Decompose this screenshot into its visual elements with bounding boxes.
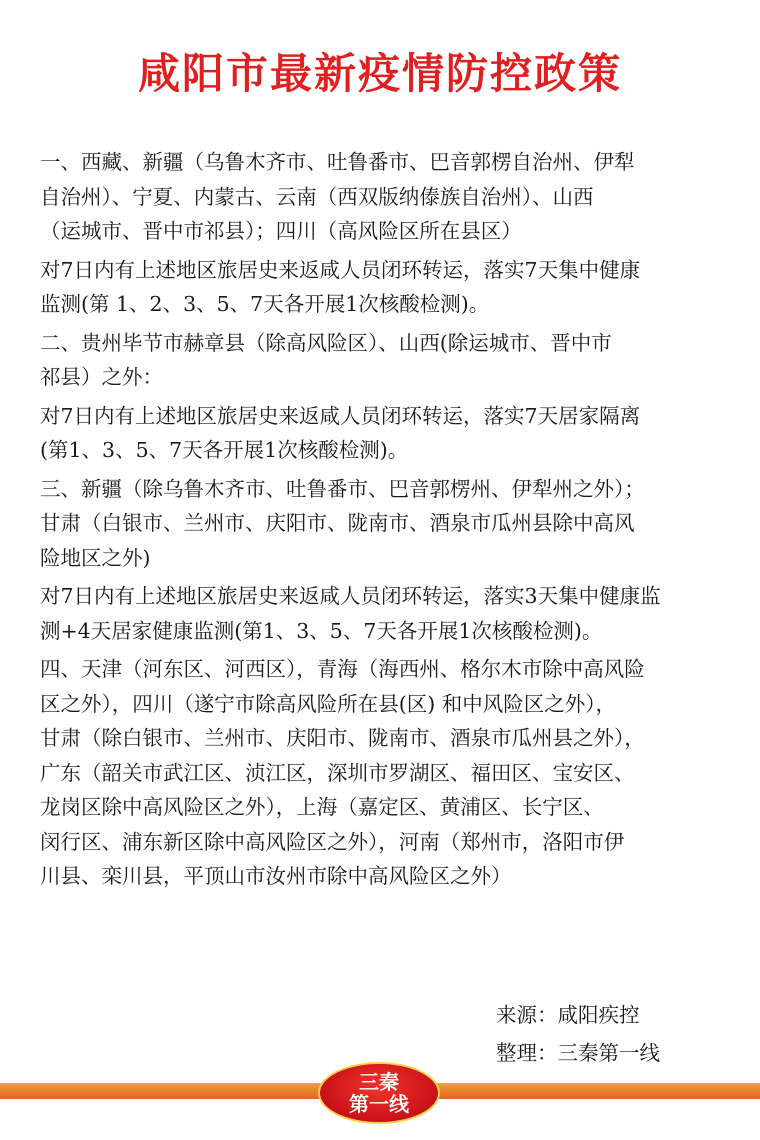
text-line: 广东（韶关市武江区、浈江区，深圳市罗湖区、福田区、宝安区、 xyxy=(40,760,635,785)
text-line: 甘肃（白银市、兰州市、庆阳市、陇南市、酒泉市瓜州县除中高风 xyxy=(40,511,635,535)
brand-badge-logo xyxy=(318,1062,440,1124)
text-line: 闵行区、浦东新区除中高风险区之外），河南（郑州市，洛阳市伊 xyxy=(40,829,625,854)
text-line: 三、新疆（除乌鲁木齐市、吐鲁番市、巴音郭楞州、伊犁州之外）； xyxy=(40,476,645,501)
policy-body xyxy=(40,145,730,894)
editor-credit: 整理：三秦第一线 xyxy=(496,1041,660,1065)
text-line: 甘肃（除白银市、兰州市、庆阳市、陇南市、酒泉市瓜州县之外）， xyxy=(40,726,645,750)
text-line: 险地区之外) xyxy=(40,545,151,570)
text-line: 对7日内有上述地区旅居史来返咸人员闭环转运，落实3天集中健康监 xyxy=(40,584,661,608)
paragraph xyxy=(40,652,730,894)
text-line: 龙岗区除中高风险区之外），上海（嘉定区、黄浦区、长宁区、 xyxy=(40,795,604,819)
text-line: 川县、栾川县，平顶山市汝州市除中高风险区之外） xyxy=(40,864,512,888)
text-line: （运城市、晋中市祁县）；四川（高风险区所在县区） xyxy=(40,219,522,243)
text-line: 对7日内有上述地区旅居史来返咸人员闭环转运，落实7天居家隔离 xyxy=(40,403,641,428)
paragraph xyxy=(40,326,730,395)
source-credit: 来源：咸阳疾控 xyxy=(496,1003,640,1027)
badge-line-2: 第一线 xyxy=(349,1092,409,1116)
text-line: 一、西藏、新疆（乌鲁木齐市、吐鲁番市、巴音郭楞自治州、伊犁 xyxy=(40,150,635,174)
text-line: 对7日内有上述地区旅居史来返咸人员闭环转运，落实7天集中健康 xyxy=(40,257,641,282)
paragraph xyxy=(40,145,730,249)
paragraph xyxy=(40,579,730,648)
text-line: 测+4天居家健康监测(第1、3、5、7天各开展1次核酸检测)。 xyxy=(40,618,603,643)
paragraph xyxy=(40,253,730,322)
text-line: 祁县）之外： xyxy=(40,365,163,389)
text-line: 二、贵州毕节市赫章县（除高风险区）、山西(除运城市、晋中市 xyxy=(40,330,612,355)
badge-line-1: 三秦 xyxy=(359,1070,399,1094)
text-line: (第1、3、5、7天各开展1次核酸检测)。 xyxy=(40,438,409,462)
page-title: 咸阳市最新疫情防控政策 xyxy=(137,49,622,98)
text-line: 区之外），四川（遂宁市除高风险所在县(区) 和中风险区之外）， xyxy=(40,691,617,716)
paragraph xyxy=(40,399,730,468)
text-line: 四、天津（河东区、河西区），青海（海西州、格尔木市除中高风险 xyxy=(40,657,645,681)
text-line: 自治州）、宁夏、内蒙古、云南（西双版纳傣族自治州）、山西 xyxy=(40,184,594,209)
credits xyxy=(496,996,660,1072)
text-line: 监测(第 1、2、3、5、7天各开展1次核酸检测)。 xyxy=(40,292,490,316)
paragraph xyxy=(40,472,730,576)
